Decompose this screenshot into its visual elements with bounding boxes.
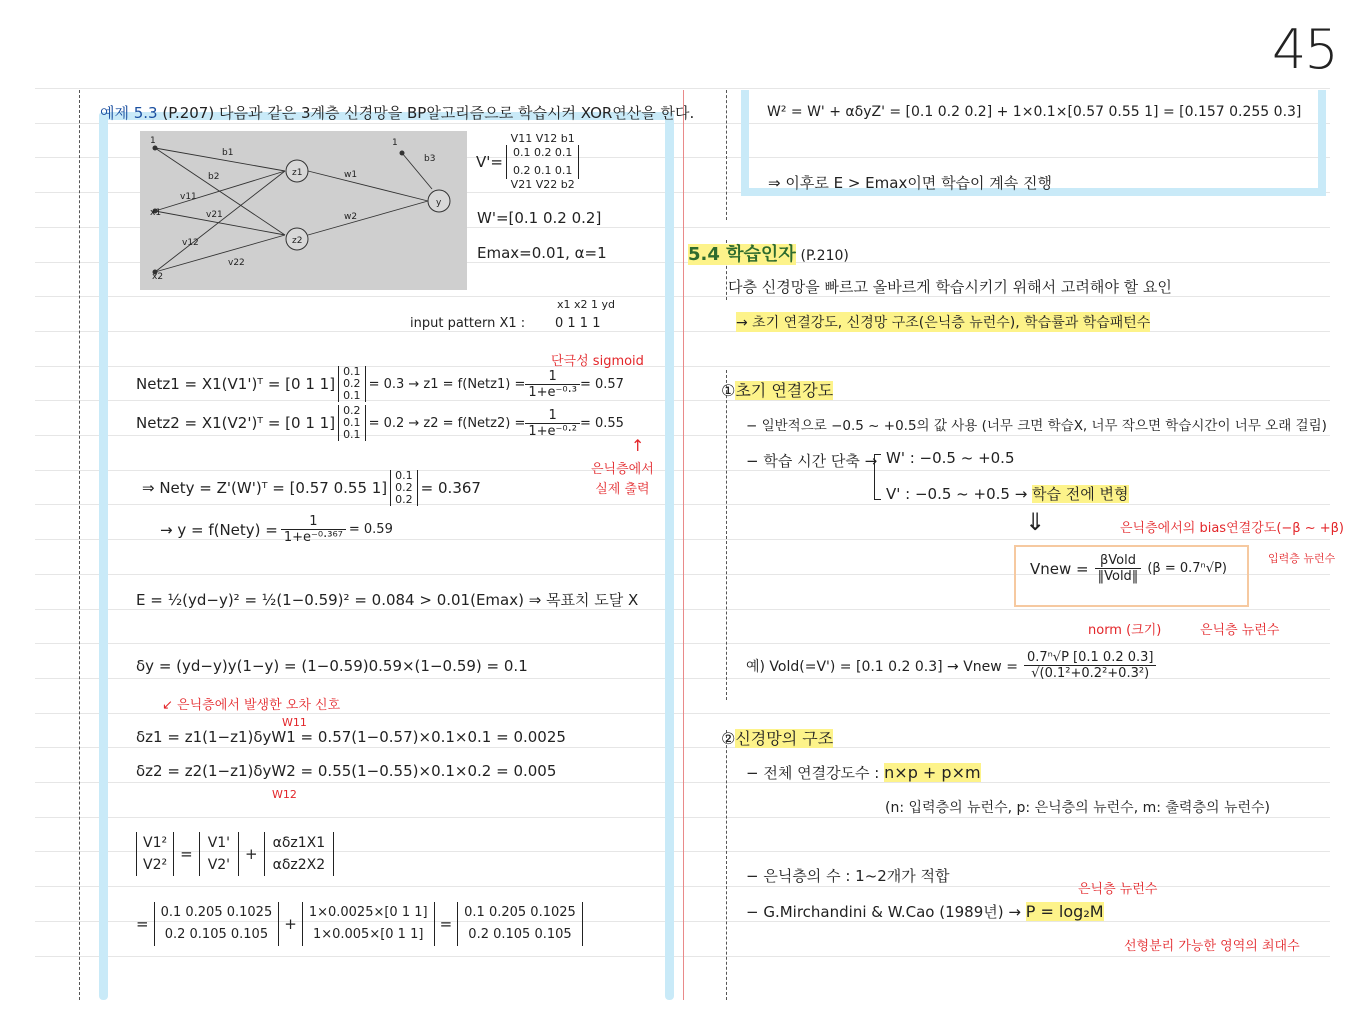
net-z1-v1: 0.2 bbox=[343, 377, 361, 390]
left-margin-line bbox=[79, 90, 80, 1000]
net-z1-frac-d: 1+e⁻⁰·³ bbox=[528, 384, 577, 400]
item1-num: ① bbox=[721, 381, 736, 400]
plus-sign-2: + bbox=[284, 915, 297, 933]
input-neurons-note: 입력층 뉴런수 bbox=[1268, 552, 1336, 565]
rt-frame-left bbox=[741, 90, 749, 195]
net-z1-res: = 0.3 → z1 = f(Netz1) = bbox=[368, 376, 526, 392]
net-y-v0: 0.1 bbox=[395, 469, 413, 482]
v-foot: V21 V22 b2 bbox=[510, 178, 575, 191]
vnew-frac bbox=[1095, 553, 1142, 584]
item2-c: − G.Mirchandini & W.Cao (1989년) → bbox=[746, 903, 1021, 921]
net-z2-v0: 0.2 bbox=[343, 404, 361, 417]
net-y-line bbox=[142, 470, 481, 506]
net-z2: Netz2 = X1(V2')ᵀ = [0 1 1] bbox=[136, 414, 336, 432]
hidden-neurons-note: 은닉층 뉴런수 bbox=[1200, 623, 1280, 638]
v-row1: 0.1 0.2 0.1 bbox=[512, 146, 573, 159]
arrow-down-icon: ⇓ bbox=[1025, 508, 1046, 536]
delta-z1: δz1 = z1(1−z1)δyW1 = 0.57(1−0.57)×0.1×0.1 = 0.0025 bbox=[136, 728, 566, 746]
update-lhs bbox=[136, 832, 174, 876]
label-z1: z1 bbox=[292, 168, 303, 178]
hidden-output-note: 은닉층에서 실제 출력 bbox=[591, 462, 654, 497]
net-z1-frac-n: 1 bbox=[525, 369, 580, 385]
y-line bbox=[160, 514, 393, 545]
hidden-error-text: 은닉층에서 발생한 오차 신호 bbox=[177, 698, 341, 713]
net-z1-frac bbox=[525, 369, 580, 400]
label-z2: z2 bbox=[292, 236, 303, 246]
example-label: 예제 5.3 bbox=[100, 104, 158, 122]
section-54-page: (P.210) bbox=[800, 248, 849, 264]
example-54-line: 예) Vold(=V') = [0.1 0.2 0.3] → Vnew = bbox=[746, 658, 1018, 675]
net-z2-v2: 0.1 bbox=[343, 428, 361, 441]
label-1-right: 1 bbox=[392, 138, 398, 148]
item1-brace bbox=[874, 454, 881, 500]
vnew-frac-d: ‖Vold‖ bbox=[1097, 569, 1139, 584]
res-m1-1: 0.2 0.105 0.105 bbox=[164, 927, 269, 942]
update-lhs-0: V1² bbox=[143, 835, 168, 851]
label-v12: v12 bbox=[182, 238, 199, 248]
v-head: V11 V12 b1 bbox=[510, 132, 575, 145]
w11-note: W11 bbox=[282, 716, 307, 729]
pattern-vals: 0 1 1 1 bbox=[555, 316, 601, 331]
continue-line: ⇒ 이후로 E > Emax이면 학습이 계속 진행 bbox=[768, 174, 1053, 192]
network-diagram bbox=[140, 131, 467, 290]
w2-line: W² = W' + αδyZ' = [0.1 0.2 0.2] + 1×0.1×[0.57 0.55 1] = [0.157 0.255 0.3] bbox=[767, 104, 1302, 120]
emax: Emax=0.01, α=1 bbox=[477, 244, 607, 262]
net-y-res: = 0.367 bbox=[420, 479, 481, 497]
right-margin-line bbox=[726, 90, 727, 220]
update-rhs bbox=[264, 832, 335, 876]
item1-b: − 학습 시간 단축 → bbox=[746, 452, 878, 470]
item2-heading bbox=[721, 726, 833, 749]
v-matrix-label: V'= bbox=[476, 153, 503, 171]
item1-title: 초기 연결강도 bbox=[735, 381, 834, 400]
label-x1: x1 bbox=[150, 208, 162, 218]
item1-b2-hl: 학습 전에 변형 bbox=[1032, 485, 1129, 503]
net-z1-vector bbox=[338, 366, 366, 402]
label-b1: b1 bbox=[222, 148, 234, 158]
net-y-v2: 0.2 bbox=[395, 493, 413, 506]
net-z1: Netz1 = X1(V1')ᵀ = [0 1 1] bbox=[136, 375, 336, 393]
item2-c-line bbox=[746, 901, 1104, 922]
label-v22: v22 bbox=[228, 258, 245, 268]
hidden-error-note bbox=[162, 694, 340, 713]
plus-sign: + bbox=[245, 845, 258, 863]
res-m3-1: 0.2 0.105 0.105 bbox=[468, 927, 572, 942]
section-54-intro: 다층 신경망을 빠르고 올바르게 학습시키기 위해서 고려해야 할 요인 bbox=[728, 278, 1172, 296]
item2-a-note: (n: 입력층의 뉴런수, p: 은닉층의 뉴런수, m: 출력층의 뉴런수) bbox=[885, 800, 1270, 816]
bias-note: 은닉층에서의 bias연결강도(−β ~ +β) bbox=[1120, 521, 1344, 536]
vnew-formula bbox=[1030, 553, 1227, 584]
pattern-label: input pattern X1 : bbox=[410, 316, 526, 331]
net-z2-line bbox=[136, 405, 624, 441]
res-m2-0: 1×0.0025×[0 1 1] bbox=[308, 905, 428, 920]
update-mid bbox=[199, 832, 239, 876]
w-init: W'=[0.1 0.2 0.2] bbox=[477, 209, 602, 227]
item1-a: − 일반적으로 −0.5 ~ +0.5의 값 사용 (너무 크면 학습X, 너무 작으면 학습시간이 너무 오래 걸림) bbox=[746, 418, 1327, 434]
net-y-v1: 0.2 bbox=[395, 481, 413, 494]
update-rhs-0: αδz1X1 bbox=[272, 835, 326, 851]
res-m2 bbox=[302, 902, 435, 946]
y-line-pre: → y = f(Nety) = bbox=[160, 520, 278, 539]
item2-num: ② bbox=[721, 729, 736, 748]
equals-sign-2: = bbox=[136, 915, 149, 933]
example-54 bbox=[746, 650, 1156, 681]
label-y: y bbox=[436, 198, 442, 208]
v-matrix bbox=[476, 133, 579, 191]
update-mid-1: V2' bbox=[207, 857, 231, 873]
res-m3-0: 0.1 0.205 0.1025 bbox=[464, 905, 576, 920]
item2-a: − 전체 연결강도수 : bbox=[746, 764, 880, 782]
right-margin-line-4 bbox=[726, 730, 727, 1000]
item2-c-note1: 은닉층 뉴런수 bbox=[1078, 882, 1158, 897]
net-z1-line bbox=[136, 366, 624, 402]
sigmoid-note: 단극성 sigmoid bbox=[551, 354, 644, 369]
norm-note: norm (크기) bbox=[1088, 623, 1162, 638]
equals-sign: = bbox=[180, 845, 193, 863]
item2-a-line bbox=[746, 762, 981, 783]
section-54-factors: → 초기 연결강도, 신경망 구조(은닉층 뉴런수), 학습률과 학습패턴수 bbox=[736, 312, 1150, 332]
example-title bbox=[100, 102, 694, 123]
y-frac-n: 1 bbox=[281, 514, 346, 530]
equals-sign-3: = bbox=[439, 915, 453, 933]
update-mid-0: V1' bbox=[207, 835, 231, 851]
y-frac bbox=[281, 514, 346, 545]
page-number: 45 bbox=[1272, 18, 1337, 81]
example-54-frac-n: 0.7ⁿ√P [0.1 0.2 0.3] bbox=[1024, 650, 1157, 666]
res-m1-0: 0.1 0.205 0.1025 bbox=[160, 905, 273, 920]
label-w1: w1 bbox=[344, 170, 358, 180]
section-54-heading bbox=[688, 240, 849, 266]
label-v11: v11 bbox=[180, 192, 197, 202]
net-z1-val: = 0.57 bbox=[579, 376, 624, 392]
net-z2-vector bbox=[338, 405, 366, 441]
item1-heading bbox=[721, 378, 833, 401]
label-v21: v21 bbox=[206, 210, 223, 220]
example-54-frac bbox=[1024, 650, 1157, 681]
vnew-frac-n: βVold bbox=[1095, 553, 1142, 569]
net-z1-v0: 0.1 bbox=[343, 365, 361, 378]
label-x2: x2 bbox=[152, 272, 164, 282]
item2-b: − 은닉층의 수 : 1~2개가 적합 bbox=[746, 867, 950, 885]
label-1-left: 1 bbox=[150, 136, 156, 146]
example-frame-left bbox=[99, 112, 108, 1000]
update-result bbox=[136, 902, 583, 946]
delta-y: δy = (yd−y)y(1−y) = (1−0.59)0.59×(1−0.59) = 0.1 bbox=[136, 657, 528, 675]
net-y: ⇒ Nety = Z'(W')ᵀ = [0.57 0.55 1] bbox=[142, 479, 388, 497]
hidden-error-arrow-icon: ↙ bbox=[162, 698, 178, 713]
item1-b2: V' : −0.5 ~ +0.5 → bbox=[886, 485, 1028, 503]
update-rhs-1: αδz2X2 bbox=[272, 857, 326, 873]
net-y-vector bbox=[390, 470, 418, 506]
res-m3 bbox=[457, 902, 583, 946]
net-z1-v2: 0.1 bbox=[343, 389, 361, 402]
ruled-line bbox=[35, 88, 1330, 89]
item2-c-note2: 선형분리 가능한 영역의 최대수 bbox=[1124, 939, 1300, 954]
up-arrow-icon: ↑ bbox=[631, 436, 645, 455]
right-margin-line-3 bbox=[726, 370, 727, 700]
vnew-label: Vnew = bbox=[1030, 559, 1089, 578]
weight-update bbox=[136, 832, 334, 876]
item2-title: 신경망의 구조 bbox=[735, 729, 834, 748]
res-m1 bbox=[154, 902, 280, 946]
y-frac-d: 1+e⁻⁰·³⁶⁷ bbox=[283, 530, 343, 545]
v-matrix-body bbox=[506, 145, 579, 179]
net-z2-frac-n: 1 bbox=[525, 408, 580, 424]
net-z2-frac-d: 1+e⁻⁰·² bbox=[528, 423, 577, 439]
item2-a-hl: n×p + p×m bbox=[884, 763, 981, 782]
rt-frame-right bbox=[1318, 90, 1326, 195]
res-m2-1: 1×0.005×[0 1 1] bbox=[312, 927, 424, 942]
delta-z2: δz2 = z2(1−z1)δyW2 = 0.55(1−0.55)×0.1×0.2 = 0.005 bbox=[136, 762, 557, 780]
item1-b2-line bbox=[886, 483, 1129, 504]
center-margin-line bbox=[683, 90, 684, 1000]
example-54-frac-d: √(0.1²+0.2²+0.3²) bbox=[1031, 666, 1150, 681]
label-w2: w2 bbox=[344, 212, 358, 222]
net-z2-val: = 0.55 bbox=[579, 415, 624, 431]
net-z2-v1: 0.1 bbox=[343, 416, 361, 429]
w12-note: W12 bbox=[272, 788, 297, 801]
pattern-head: x1 x2 1 yd bbox=[557, 298, 615, 311]
item2-c-hl: P = log₂M bbox=[1025, 902, 1104, 921]
net-z2-res: = 0.2 → z2 = f(Netz2) = bbox=[368, 415, 526, 431]
example-frame-right bbox=[665, 112, 674, 1000]
error-line: E = ½(yd−y)² = ½(1−0.59)² = 0.084 > 0.01(Emax) ⇒ 목표치 도달 X bbox=[136, 591, 639, 609]
label-b3: b3 bbox=[424, 154, 436, 164]
section-54-title: 5.4 학습인자 bbox=[688, 244, 796, 265]
update-lhs-1: V2² bbox=[143, 857, 168, 873]
v-row2: 0.2 0.1 0.1 bbox=[512, 164, 573, 177]
y-val: = 0.59 bbox=[348, 522, 393, 537]
vnew-beta: (β = 0.7ⁿ√P) bbox=[1147, 561, 1227, 576]
net-z2-frac bbox=[525, 408, 580, 439]
item1-b1: W' : −0.5 ~ +0.5 bbox=[886, 449, 1015, 467]
example-desc: (P.207) 다음과 같은 3계층 신경망을 BP알고리즘으로 학습시켜 XOR연산을 한다. bbox=[162, 104, 695, 122]
label-b2: b2 bbox=[208, 172, 220, 182]
